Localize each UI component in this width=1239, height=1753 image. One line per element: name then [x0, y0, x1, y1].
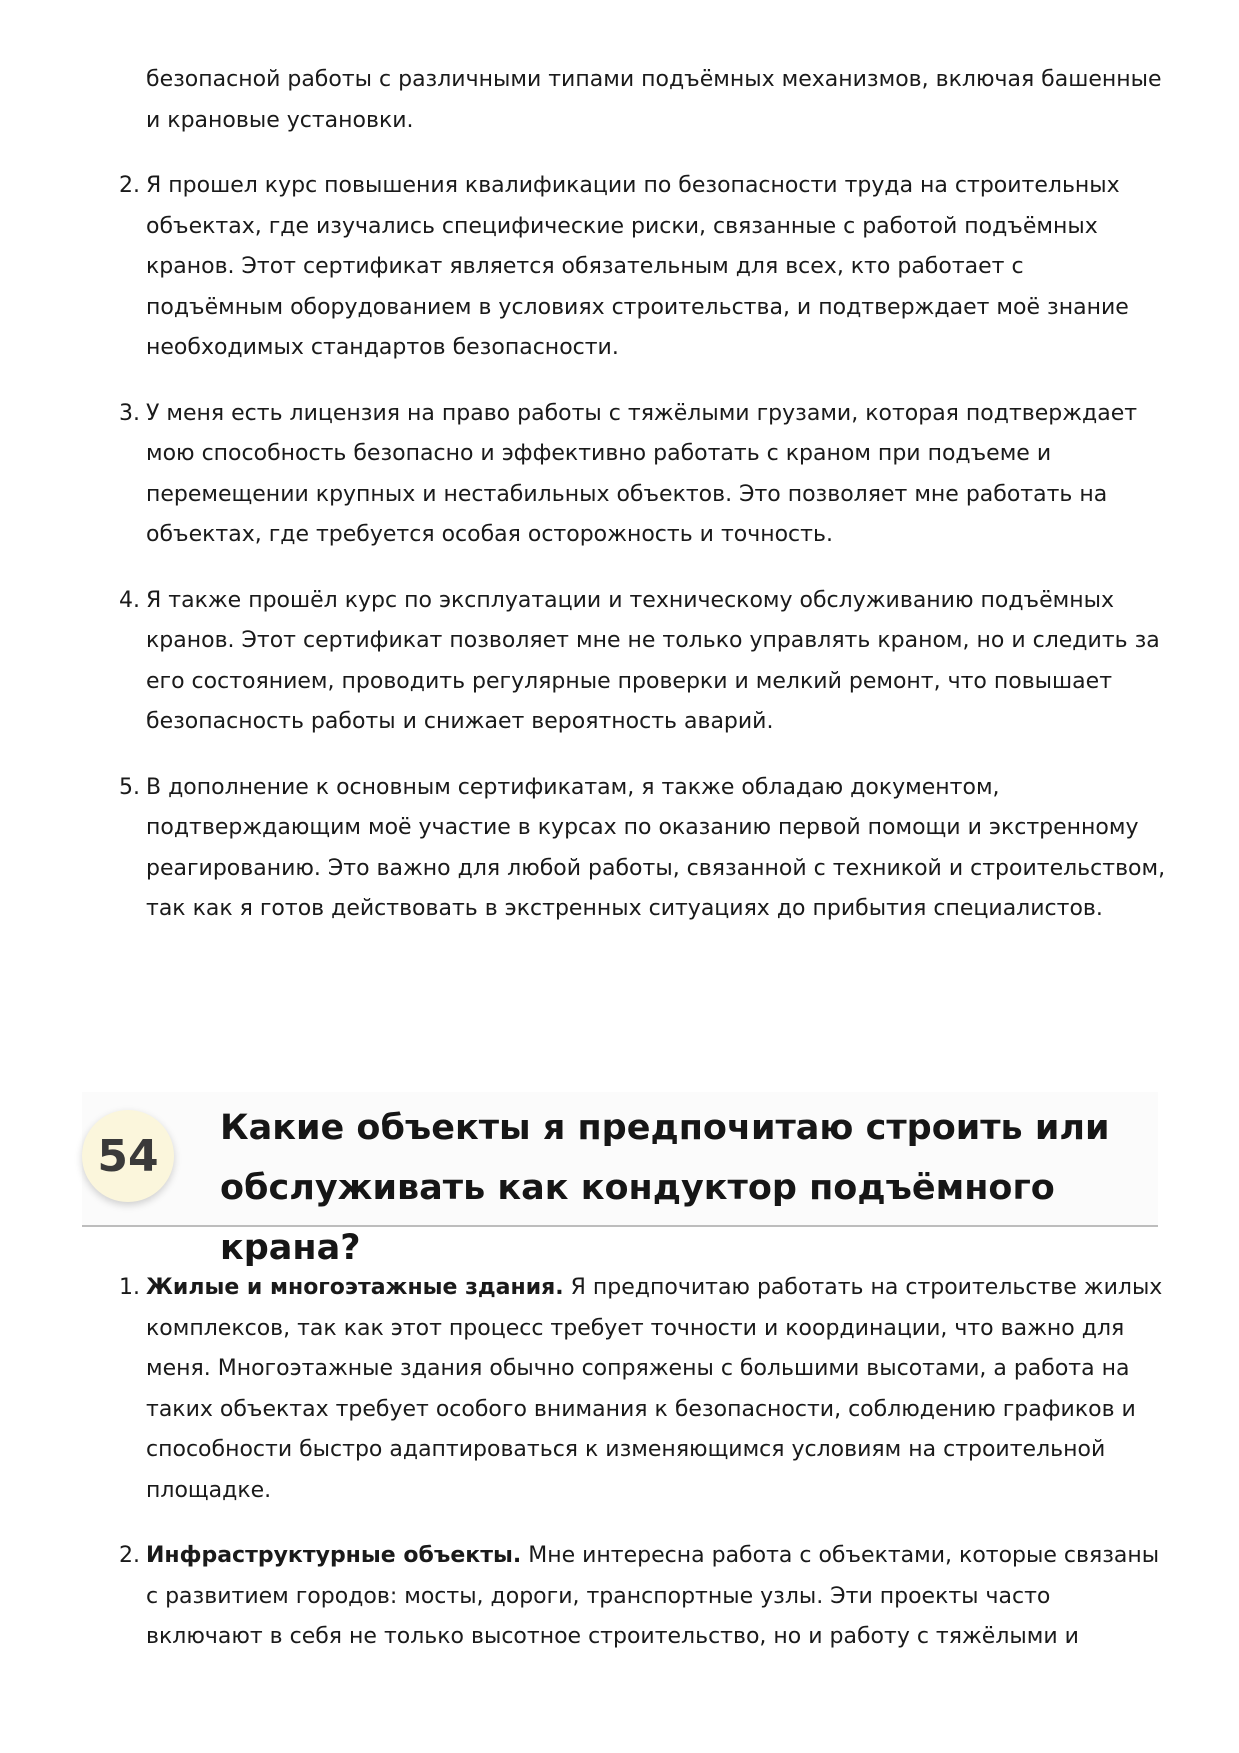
list-item	[116, 581, 1166, 743]
list-item-lead: Жилые и многоэтажные здания.	[146, 1275, 564, 1300]
list-item-number: 4.	[119, 587, 140, 613]
section-number-badge: 54	[82, 1110, 174, 1202]
list-item-text: Я прошел курс повышения квалификации по безопасности труда на строительных объектах, где изучались специфические риски, связанные с работой подъёмных кранов. Этот сертификат является обязательным для всех, кто работает с подъёмным оборудованием в условиях строительства, и подтверждает моё знание необходимых стандартов безопасности.	[146, 173, 1129, 360]
certificates-list	[116, 60, 1166, 955]
list-item	[116, 1536, 1166, 1658]
list-item-text: Я предпочитаю работать на строительстве жилых комплексов, так как этот процесс требует точности и координации, что важно для меня. Многоэтажные здания обычно сопряжены с большими высотами, а работа на таких объектах требует особого внимания к безопасности, соблюдению графиков и способности быстро адаптироваться к изменяющимся условиям на строительной площадке.	[146, 1275, 1163, 1503]
list-item-text: Я также прошёл курс по эксплуатации и техническому обслуживанию подъёмных кранов. Этот сертификат позволяет мне не только управлять краном, но и следить за его состоянием, проводить регулярные проверки и мелкий ремонт, что повышает безопасность работы и снижает вероятность аварий.	[146, 587, 1160, 734]
list-item-number: 3.	[119, 400, 140, 426]
list-item-content	[146, 1268, 1166, 1511]
list-item	[116, 166, 1166, 369]
list-item	[116, 1268, 1166, 1511]
list-item-number: 5.	[119, 774, 140, 800]
section-header	[82, 1092, 1158, 1268]
list-item-number: 2.	[119, 173, 140, 198]
list-item	[116, 768, 1166, 930]
list-item	[116, 60, 1166, 141]
list-item-number: 1.	[119, 1275, 140, 1300]
preferred-objects-list	[116, 1268, 1166, 1683]
list-item-text: У меня есть лицензия на право работы с тяжёлыми грузами, которая подтверждает мою способность безопасно и эффективно работать с краном при подъеме и перемещении крупных и нестабильных объектов. Это позволяет мне работать на объектах, где требуется особая осторожность и точность.	[146, 400, 1138, 547]
list-item-lead: Инфраструктурные объекты.	[146, 1543, 522, 1568]
list-item-text: В дополнение к основным сертификатам, я также обладаю документом, подтверждающим моё участие в курсах по оказанию первой помощи и экстренному реагированию. Это важно для любой работы, связанной с техникой и строительством, так как я готов действовать в экстренных ситуациях до прибытия специалистов.	[146, 774, 1166, 921]
list-item-number: 2.	[119, 1543, 140, 1568]
section-title: Какие объекты я предпочитаю строить или обслуживать как кондуктор подъёмного крана?	[220, 1108, 1110, 1268]
list-item-content	[146, 1536, 1166, 1658]
list-item	[116, 394, 1166, 556]
list-item-text: безопасной работы с различными типами подъёмных механизмов, включая башенные и крановые установки.	[146, 67, 1162, 133]
list-item-text: Мне интересна работа с объектами, которые связаны с развитием городов: мосты, дороги, транспортные узлы. Эти проекты часто включают в себя не только высотное строительство, но и работу с тяжёлыми и	[146, 1543, 1160, 1649]
